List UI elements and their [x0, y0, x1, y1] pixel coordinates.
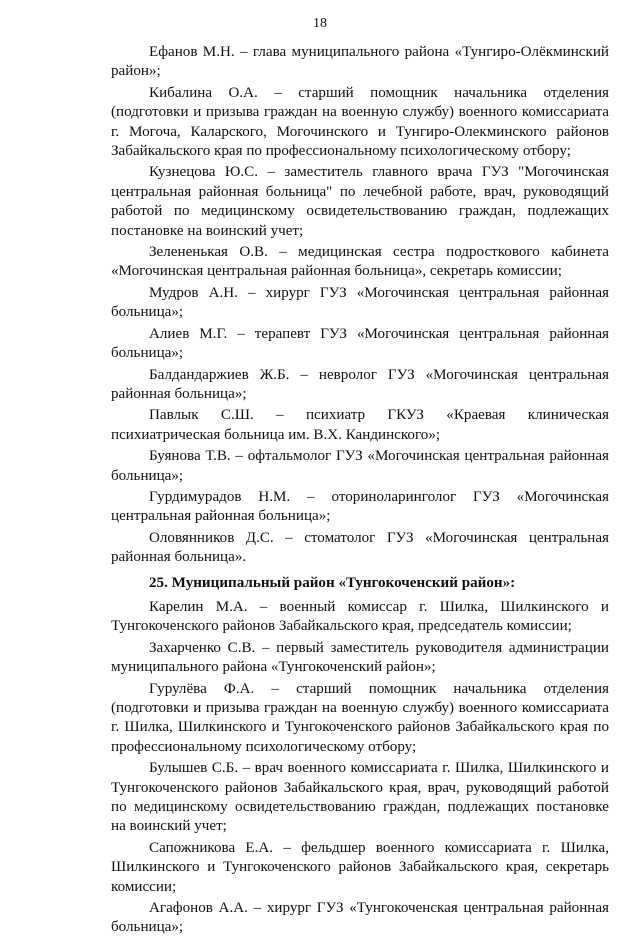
list-item: Оловянников Д.С. – стоматолог ГУЗ «Могочинская центральная районная больница».	[111, 529, 609, 566]
list-item: Захарченко С.В. – первый заместитель руководителя администрации муниципального района «Тунгокоченский район»;	[111, 639, 609, 676]
list-item: Агафонов А.А. – хирург ГУЗ «Тунгокоченская центральная районная больница»;	[111, 900, 609, 936]
section-heading: 25. Муниципальный район «Тунгокоченский район»:	[149, 574, 516, 591]
list-item: Гурулёва Ф.А. – старший помощник начальника отделения (подготовки и призыва граждан на военную службу) военного комиссариата г. Шилка, Шилкинского и Тунгокоченского районов Забайкальского края по профессиональному психологическому отбору;	[111, 680, 609, 755]
document-body	[111, 43, 609, 940]
list-item: Балдандаржиев Ж.Б. – невролог ГУЗ «Могочинская центральная районная больница»;	[111, 366, 609, 402]
list-item: Гурдимурадов Н.М. – оториноларинголог ГУЗ «Могочинская центральная районная больница»;	[111, 488, 609, 525]
page-number: 18	[313, 16, 327, 31]
list-item: Кузнецова Ю.С. – заместитель главного врача ГУЗ "Могочинская центральная районная больница" по лечебной работе, врач, руководящий работой по медицинскому освидетельствованию граждан, подлежащих постановке на воинский учет;	[111, 164, 609, 239]
list-item: Карелин М.А. – военный комиссар г. Шилка, Шилкинского и Тунгокоченского районов Забайкальского края, председатель комиссии;	[111, 598, 609, 635]
list-item: Алиев М.Г. – терапевт ГУЗ «Могочинская центральная районная больница»;	[111, 325, 609, 362]
list-item: Буянова Т.В. – офтальмолог ГУЗ «Могочинская центральная районная больница»;	[111, 448, 609, 484]
list-item: Булышев С.Б. – врач военного комиссариата г. Шилка, Шилкинского и Тунгокоченского районов Забайкальского края, врач, руководящий работой по медицинскому освидетельствованию граждан, подлежащих постановке на воинский учет;	[111, 760, 609, 835]
list-item: Сапожникова Е.А. – фельдшер военного комиссариата г. Шилка, Шилкинского и Тунгокоченского районов Забайкальского края, секретарь комиссии;	[111, 839, 609, 895]
list-item: Мудров А.Н. – хирург ГУЗ «Могочинская центральная районная больница»;	[111, 284, 609, 321]
list-item: Павлык С.Ш. – психиатр ГКУЗ «Краевая клиническая психиатрическая больница им. В.Х. Кандинского»;	[111, 407, 609, 443]
list-item: Ефанов М.Н. – глава муниципального района «Тунгиро-Олёкминский район»;	[111, 44, 609, 80]
list-item: Зелененькая О.В. – медицинская сестра подросткового кабинета «Могочинская центральная районная больница», секретарь комиссии;	[111, 244, 609, 280]
list-item: Кибалина О.А. – старший помощник начальника отделения (подготовки и призыва граждан на военную службу) военного комиссариата г. Могоча, Каларского, Могочинского и Тунгиро-Олекминского районов Забайкальского края по профессиональному психологическому отбору;	[111, 84, 609, 160]
